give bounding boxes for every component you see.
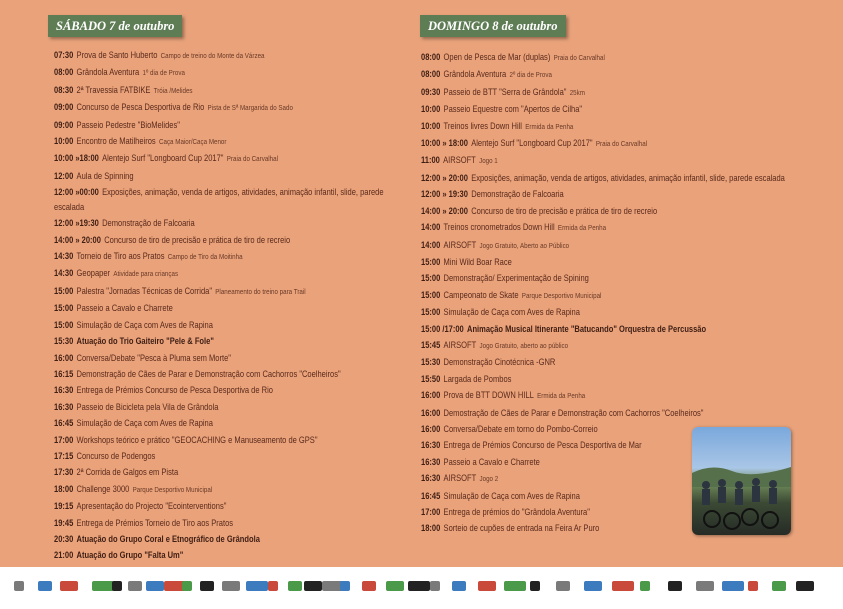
event-title: Grândola Aventura [443, 69, 507, 80]
event-title: Passeio de BTT "Serra de Grândola" [443, 86, 567, 97]
sponsor-logo [112, 581, 122, 591]
event-item [421, 170, 836, 187]
event-time: 18:00 [421, 523, 441, 534]
sponsor-logo [530, 581, 540, 591]
event-time: 14:30 [54, 251, 74, 262]
event-time: 21:00 [54, 550, 74, 561]
event-title: Geopaper [76, 268, 111, 279]
saturday-header: SÁBADO 7 de outubro [48, 15, 182, 37]
event-item [421, 387, 761, 404]
event-item [421, 101, 761, 117]
event-location: Ermida da Penha [557, 223, 607, 233]
event-title: Open de Pesca de Mar (duplas) [443, 52, 551, 62]
event-item [421, 135, 761, 152]
event-item [54, 133, 339, 150]
event-location: Caça Maior/Caça Menor [158, 137, 227, 147]
event-title: Exposições, animação, venda de artigos, atividades, animação infantil, slide, parede escalada [54, 187, 384, 212]
event-time: 10:00 [421, 120, 441, 131]
event-time: 15:50 [421, 373, 441, 384]
event-title: Alentejo Surf "Longboard Cup 2017" [102, 153, 224, 164]
event-title: Grândola Aventura [76, 67, 140, 78]
event-time: 14:30 [54, 268, 74, 279]
event-time: 16:15 [54, 368, 74, 379]
sponsor-logo [722, 581, 744, 591]
event-time: 14:00 » 20:00 [421, 205, 468, 216]
event-title: Sorteio de cupões de entrada na Feira Ar Puro [443, 523, 600, 534]
event-title: Simulação de Caça com Aves de Rapina [443, 490, 580, 501]
event-title: Concurso de tiro de precisão e prática de tiro de recreio [104, 234, 291, 245]
event-time: 17:00 [421, 507, 441, 518]
event-title: Simulação de Caça com Aves de Rapina [76, 319, 213, 330]
event-time: 16:30 [421, 473, 441, 484]
event-time: 12:00 »19:30 [54, 218, 99, 229]
event-item [421, 66, 761, 83]
event-time: 10:00 » 18:00 [421, 138, 468, 149]
event-title: AIRSOFT [443, 340, 477, 350]
event-time: 19:45 [54, 517, 74, 528]
event-title: Conversa/Debate em torno do Pombo-Correio [443, 424, 598, 435]
sponsor-logo [362, 581, 376, 591]
event-title: Entrega de Prémios Concurso de Pesca Desportiva de Rio [76, 385, 273, 396]
event-title: Entrega de Prémios Torneio de Tiro aos Pratos [76, 517, 234, 528]
event-title: Aula de Spinning [76, 170, 134, 181]
event-time: 10:00 [54, 136, 74, 147]
event-item [54, 350, 339, 366]
event-time: 16:30 [421, 440, 441, 451]
sponsor-logo [612, 581, 634, 591]
sponsor-logo [246, 581, 268, 591]
event-item [54, 382, 339, 398]
event-item [54, 215, 339, 231]
event-item [54, 232, 339, 248]
event-item [54, 265, 339, 282]
sponsor-logo [430, 581, 440, 591]
event-time: 12:00 [54, 170, 74, 181]
sponsor-logo [288, 581, 302, 591]
event-time: 16:00 [421, 407, 441, 418]
event-title: 2ª Travessia FATBIKE [76, 84, 151, 95]
event-title: Passeio de Bicicleta pela Vila de Grândola [76, 401, 219, 412]
event-time: 08:00 [421, 52, 441, 62]
event-location: Jogo Gratuito, Aberto ao Público [479, 240, 570, 250]
sponsor-logo [584, 581, 602, 591]
event-title: Largada de Pombos [443, 373, 512, 384]
event-time: 20:30 [54, 533, 74, 544]
event-item [54, 464, 339, 480]
sponsor-logo [128, 581, 142, 591]
event-time: 16:30 [54, 401, 74, 412]
event-title: Demostração de Cães de Parar e Demonstração com Cachorros "Coelheiros" [443, 407, 704, 418]
event-time: 16:45 [421, 490, 441, 501]
event-title: Alentejo Surf "Longboard Cup 2017" [471, 138, 593, 149]
event-title: AIRSOFT [443, 473, 477, 484]
event-item [54, 47, 339, 64]
event-time: 16:00 [421, 424, 441, 435]
event-time: 15:00 [421, 289, 441, 300]
event-item [54, 531, 339, 547]
event-item [421, 237, 761, 254]
event-time: 10:00 [421, 104, 441, 115]
event-item [421, 354, 761, 370]
sponsor-logo [408, 581, 430, 591]
event-location: Jogo Gratuito, aberto ao público [479, 341, 569, 350]
sponsor-logo [38, 581, 52, 591]
event-item [421, 405, 761, 421]
sponsor-logo [772, 581, 786, 591]
event-item [54, 117, 339, 133]
event-location: Praia do Carvalhal [226, 154, 279, 164]
event-title: Prova de BTT DOWN HILL [443, 390, 534, 401]
event-title: Concurso de Podengos [76, 450, 156, 461]
event-time: 15:00 [54, 303, 74, 314]
event-title: Palestra "Jornadas Técnicas de Corrida" [76, 285, 213, 296]
event-item [54, 415, 339, 431]
event-item [54, 248, 339, 265]
event-title: Demonstração de Cães de Parar e Demonstração com Cachorros "Coelheiros" [76, 368, 341, 379]
event-time: 16:45 [54, 418, 74, 429]
event-time: 16:30 [421, 456, 441, 467]
event-title: Treinos livres Down Hill [443, 120, 522, 131]
event-title: 2ª Corrida de Galgos em Pista [76, 467, 179, 478]
event-time: 15:45 [421, 340, 441, 350]
event-title: Demonstração/ Experimentação de Spining [443, 273, 589, 284]
event-time: 15:30 [421, 357, 441, 368]
event-time: 08:00 [421, 69, 441, 80]
event-title: AIRSOFT [443, 239, 477, 250]
sponsor-logo [796, 581, 814, 591]
sponsor-logo [304, 581, 322, 591]
event-item [421, 84, 761, 101]
event-location: Ermida da Penha [537, 391, 586, 401]
event-time: 15:00 [421, 273, 441, 284]
sponsor-logo [640, 581, 650, 591]
sponsor-logo [268, 581, 278, 591]
event-title: Exposições, animação, venda de artigos, atividades, animação infantil, slide, parede escalada [471, 172, 785, 183]
event-item [421, 337, 761, 354]
sponsor-logo [452, 581, 466, 591]
event-location: Jogo 2 [479, 474, 499, 484]
event-item [421, 118, 761, 135]
event-title: Workshops teórico e prático "GEOCACHING e Manuseamento de GPS" [76, 434, 318, 445]
event-item [421, 152, 761, 169]
sponsor-logo [668, 581, 682, 591]
event-title: Challenge 3000 [76, 483, 130, 494]
sponsor-logo [748, 581, 758, 591]
event-title: Demonstração de Falcoaria [102, 218, 195, 229]
event-title: Entrega de prémios do "Grândola Aventura" [443, 507, 590, 518]
event-item [421, 304, 761, 320]
event-location: Parque Desportivo Municipal [521, 290, 602, 300]
event-location: Ermida da Penha [525, 121, 574, 131]
event-title: Atuação do Grupo Coral e Etnográfico de Grândola [76, 533, 260, 544]
event-title: Encontro de Matilheiros [76, 136, 156, 147]
event-title: Entrega de Prémios Concurso de Pesca Desportiva de Mar [443, 440, 642, 451]
event-time: 15:00 [54, 319, 74, 330]
event-title: Concurso de Pesca Desportiva de Rio [76, 102, 205, 113]
sponsor-logo [182, 581, 192, 591]
event-title: Animação Musical Itinerante "Batucando" Orquestra de Percussão [467, 323, 707, 334]
event-item [54, 448, 339, 464]
event-item [54, 333, 339, 349]
event-time: 14:00 [421, 239, 441, 250]
event-time: 19:15 [54, 501, 74, 512]
event-item [54, 150, 339, 167]
event-time: 16:30 [54, 385, 74, 396]
event-time: 14:00 » 20:00 [54, 234, 101, 245]
event-time: 10:00 »18:00 [54, 153, 99, 164]
sponsor-logo [478, 581, 496, 591]
event-title: Passeio Pedestre "BioMelides" [76, 119, 180, 130]
sunday-header: DOMINGO 8 de outubro [420, 15, 566, 37]
event-item [54, 168, 339, 184]
event-title: Mini Wild Boar Race [443, 256, 512, 267]
sponsor-logo [146, 581, 164, 591]
event-item [421, 219, 761, 236]
event-time: 15:00 [421, 307, 441, 318]
event-time: 14:00 [421, 222, 441, 233]
event-time: 07:30 [54, 50, 74, 60]
event-time: 09:00 [54, 119, 74, 130]
event-title: Prova de Santo Huberto [76, 50, 158, 60]
event-time: 08:30 [54, 84, 74, 95]
cyclists-photo [692, 427, 791, 535]
event-item [54, 300, 339, 316]
event-time: 16:00 [421, 390, 441, 401]
event-item [421, 321, 761, 337]
event-item [54, 432, 339, 448]
event-location: 2º dia de Prova [509, 70, 552, 80]
event-item [54, 82, 339, 99]
event-time: 12:00 »00:00 [54, 187, 99, 198]
event-title: Apresentação do Projecto "Ecointerventions" [76, 501, 227, 512]
event-time: 11:00 [421, 155, 440, 166]
sponsor-logo [696, 581, 714, 591]
event-title: Passeio Equestre com "Apertos de Cilha" [443, 104, 583, 115]
event-title: Torneio de Tiro aos Pratos [76, 251, 165, 262]
event-title: Concurso de tiro de precisão e prática de tiro de recreio [471, 205, 658, 216]
event-item [421, 254, 761, 270]
event-item [54, 399, 339, 415]
sponsor-logo [504, 581, 526, 591]
event-location: 25km [569, 87, 585, 97]
event-location: 1º dia de Prova [142, 68, 185, 78]
event-item [54, 184, 401, 215]
event-item [421, 371, 761, 387]
event-item [54, 515, 339, 531]
event-item [54, 547, 339, 563]
event-title: AIRSOFT [443, 155, 476, 166]
event-time: 12:00 » 20:00 [421, 172, 468, 183]
event-title: Demonstração Cinotécnica -GNR [443, 357, 556, 368]
event-item [54, 64, 339, 81]
event-title: Conversa/Debate "Pesca à Pluma sem Morte" [76, 352, 231, 363]
event-item [54, 283, 339, 300]
event-title: Atuação do Trio Gaiteiro "Pele & Fole" [76, 336, 214, 347]
event-item [54, 498, 339, 514]
event-location: Parque Desportivo Municipal [132, 484, 213, 494]
event-item [421, 49, 761, 66]
event-time: 17:00 [54, 434, 74, 445]
event-time: 15:00 [421, 256, 441, 267]
event-item [54, 366, 339, 382]
event-time: 15:30 [54, 336, 74, 347]
event-time: 12:00 » 19:30 [421, 189, 468, 200]
event-item [421, 203, 761, 219]
event-location: Praia do Carvalhal [553, 53, 605, 62]
sponsor-logo [556, 581, 570, 591]
event-item [54, 317, 339, 333]
event-time: 08:00 [54, 67, 74, 78]
event-title: Simulação de Caça com Aves de Rapina [443, 307, 580, 318]
saturday-event-list [54, 47, 401, 564]
sponsor-logo [14, 581, 24, 591]
sponsor-logo [60, 581, 78, 591]
event-time: 15:00 [54, 285, 74, 296]
event-item [421, 270, 761, 286]
event-title: Demonstração de Falcoaria [471, 189, 564, 200]
event-title: Campeonato de Skate [443, 289, 519, 300]
sponsor-logo [340, 581, 350, 591]
event-item [421, 186, 761, 202]
event-time: 16:00 [54, 352, 74, 363]
event-time: 18:00 [54, 483, 74, 494]
event-time: 17:30 [54, 467, 74, 478]
event-item [54, 99, 339, 116]
sponsor-logo [92, 581, 114, 591]
event-location: Praia do Carvalhal [595, 139, 648, 149]
event-time: 09:30 [421, 86, 441, 97]
event-location: Atividade para crianças [113, 269, 179, 279]
event-title: Passeio a Cavalo e Charrete [443, 456, 540, 467]
event-title: Atuação do Grupo "Falta Um" [76, 550, 184, 561]
event-location: Tróia /Melides [153, 85, 193, 95]
event-location: Pista de Sª Margarida do Sado [207, 103, 293, 113]
event-title: Passeio a Cavalo e Charrete [76, 303, 173, 314]
sponsor-logo [200, 581, 214, 591]
event-time: 17:15 [54, 450, 74, 461]
event-location: Jogo 1 [479, 156, 498, 166]
event-title: Treinos cronometrados Down Hill [443, 222, 555, 233]
event-time: 15:00 /17:00 [421, 323, 464, 334]
event-title: Simulação de Caça com Aves de Rapina [76, 418, 213, 429]
sponsor-logo [386, 581, 404, 591]
sponsor-logo [222, 581, 240, 591]
event-item [421, 287, 761, 304]
event-time: 09:00 [54, 102, 74, 113]
event-item [54, 481, 339, 498]
event-location: Planeamento do treino para Trail [215, 286, 306, 296]
event-location: Campo de Tiro da Moitinha [167, 252, 243, 262]
event-location: Campo de treino do Monte da Várzea [160, 51, 265, 60]
